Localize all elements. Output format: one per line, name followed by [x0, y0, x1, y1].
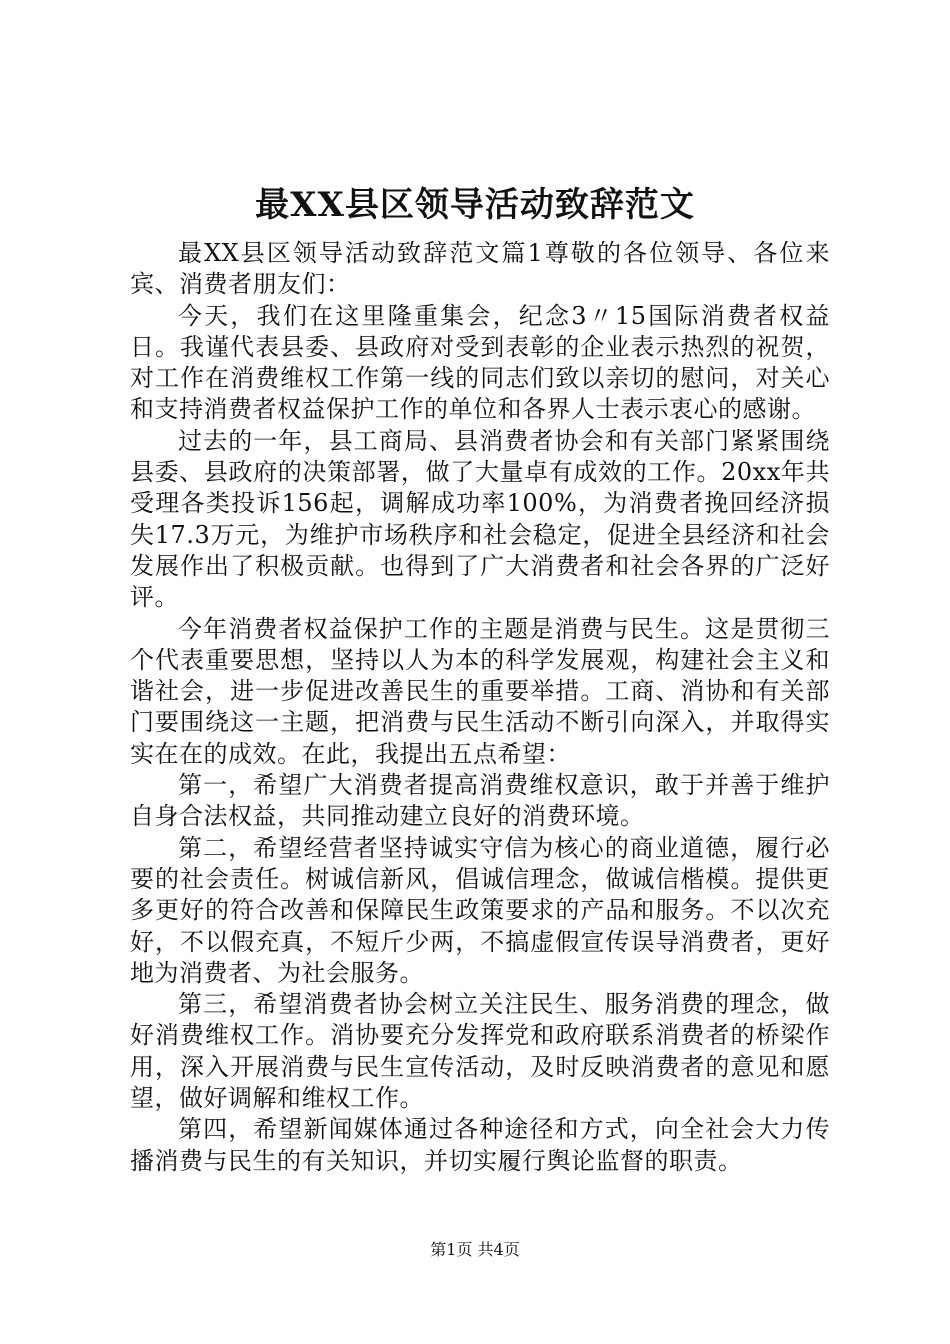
- paragraph-theme: 今年消费者权益保护工作的主题是消费与民生。这是贯彻三个代表重要思想，坚持以人为本的科学发展观，构建社会主义和谐社会，进一步促进改善民生的重要举措。工商、消协和有关部门要围绕这一主题，把消费与民生活动不断引向深入，并取得实实在在的成效。在此，我提出五点希望：: [130, 614, 830, 768]
- document-body: [130, 238, 830, 1177]
- document-title: 最XX县区领导活动致辞范文: [255, 185, 695, 225]
- paragraph-greeting: 最XX县区领导活动致辞范文篇1尊敬的各位领导、各位来宾、消费者朋友们：: [130, 239, 830, 299]
- paragraph-hope-3: 第三，希望消费者协会树立关注民生、服务消费的理念，做好消费维权工作。消协要充分发挥党和政府联系消费者的桥梁作用，深入开展消费与民生宣传活动，及时反映消费者的意见和愿望，做好调解和维权工作。: [130, 990, 830, 1113]
- paragraph-review: 过去的一年，县工商局、县消费者协会和有关部门紧紧围绕县委、县政府的决策部署，做了大量卓有成效的工作。20xx年共受理各类投诉156起，调解成功率100%，为消费者挽回经济损失17.3万元，为维护市场秩序和社会稳定，促进全县经济和社会发展作出了积极贡献。也得到了广大消费者和社会各界的广泛好评。: [130, 426, 830, 612]
- page-indicator: 第1页 共4页: [430, 1240, 520, 1259]
- paragraph-hope-2: 第二，希望经营者坚持诚实守信为核心的商业道德，履行必要的社会责任。树诚信新风，倡诚信理念，做诚信楷模。提供更多更好的符合改善和保障民生政策要求的产品和服务。不以次充好，不以假充真，不短斤少两，不搞虚假宣传误导消费者，更好地为消费者、为社会服务。: [130, 833, 830, 987]
- paragraph-hope-4: 第四，希望新闻媒体通过各种途径和方式，向全社会大力传播消费与民生的有关知识，并切实履行舆论监督的职责。: [130, 1115, 830, 1175]
- paragraph-opening: 今天，我们在这里隆重集会，纪念3〃15国际消费者权益日。我谨代表县委、县政府对受到表彰的企业表示热烈的祝贺，对工作在消费维权工作第一线的同志们致以亲切的慰问，对关心和支持消费者权益保护工作的单位和各界人士表示衷心的感谢。: [130, 301, 830, 424]
- paragraph-hope-1: 第一，希望广大消费者提高消费维权意识，敢于并善于维护自身合法权益，共同推动建立良好的消费环境。: [130, 771, 830, 831]
